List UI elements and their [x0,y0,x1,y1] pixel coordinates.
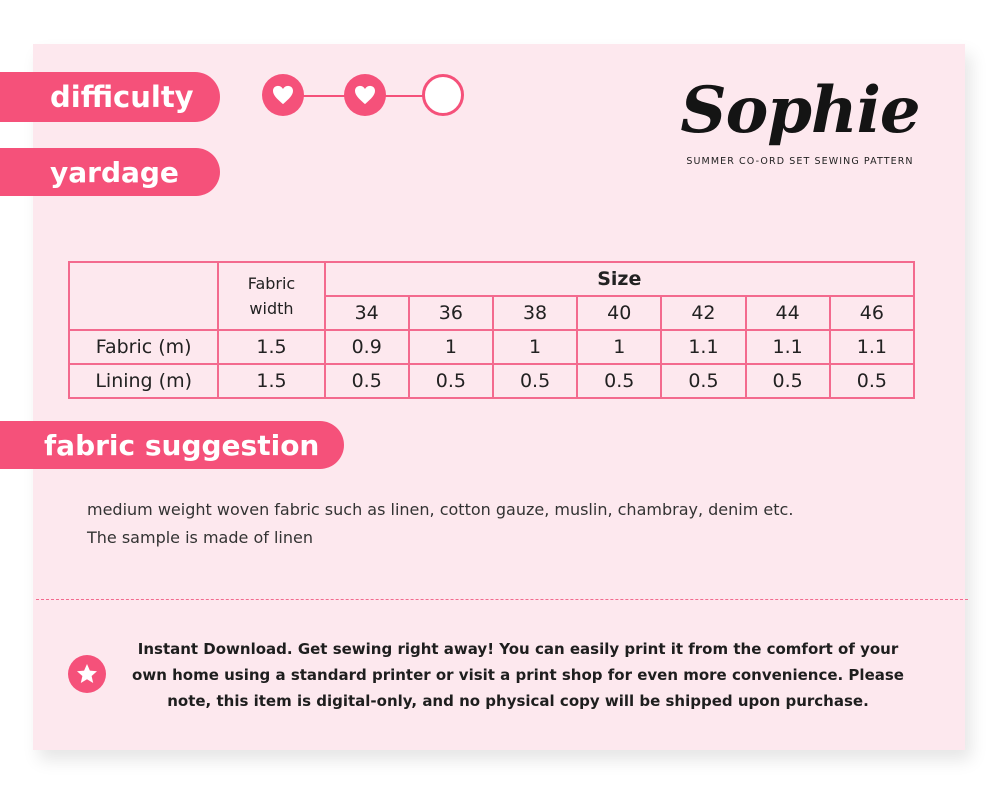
value-cell: 1 [577,330,661,364]
value-cell: 0.5 [577,364,661,398]
difficulty-label: difficulty [0,72,220,122]
rating-connector [302,95,346,97]
brand-logo [680,70,920,167]
value-cell: 1.1 [746,330,830,364]
size-header: Size [325,262,914,296]
heart-icon [344,74,386,116]
section-divider [36,599,968,600]
size-cell: 42 [661,296,745,330]
rating-connector [384,95,426,97]
size-cell: 46 [830,296,914,330]
table-row [69,330,914,364]
difficulty-rating [262,74,466,120]
download-notice: Instant Download. Get sewing right away! You can easily print it from the comfort of your own home using a standard printer or visit a print shop for even more convenience. Please note, this item is digital-only, and no physical copy will be shipped upon purchase. [132,640,904,710]
size-cell: 40 [577,296,661,330]
value-cell: 0.9 [325,330,409,364]
yardage-table [68,261,915,399]
size-cell: 38 [493,296,577,330]
value-cell: 0.5 [409,364,493,398]
row-label: Fabric (m) [69,330,218,364]
brand-name: Sophie [680,73,920,148]
width-cell: 1.5 [218,364,324,398]
fabric-suggestion-label: fabric suggestion [0,421,344,469]
value-cell: 1.1 [661,330,745,364]
fabric-suggestion-text [87,496,907,552]
table-row [69,364,914,398]
size-cell: 34 [325,296,409,330]
table-corner-cell [69,262,218,330]
value-cell: 0.5 [661,364,745,398]
yardage-label: yardage [0,148,220,196]
brand-subtitle: SUMMER CO-ORD SET SEWING PATTERN [686,156,914,167]
empty-rating-circle [422,74,464,116]
value-cell: 1 [409,330,493,364]
heart-icon [262,74,304,116]
size-cell: 36 [409,296,493,330]
width-cell: 1.5 [218,330,324,364]
star-icon [68,655,106,693]
value-cell: 0.5 [493,364,577,398]
suggestion-line: The sample is made of linen [87,528,313,547]
fabric-width-header: Fabric width [218,262,324,330]
value-cell: 1 [493,330,577,364]
value-cell: 0.5 [830,364,914,398]
suggestion-line: medium weight woven fabric such as linen, cotton gauze, muslin, chambray, denim etc. [87,500,794,519]
value-cell: 1.1 [830,330,914,364]
value-cell: 0.5 [746,364,830,398]
value-cell: 0.5 [325,364,409,398]
size-cell: 44 [746,296,830,330]
row-label: Lining (m) [69,364,218,398]
